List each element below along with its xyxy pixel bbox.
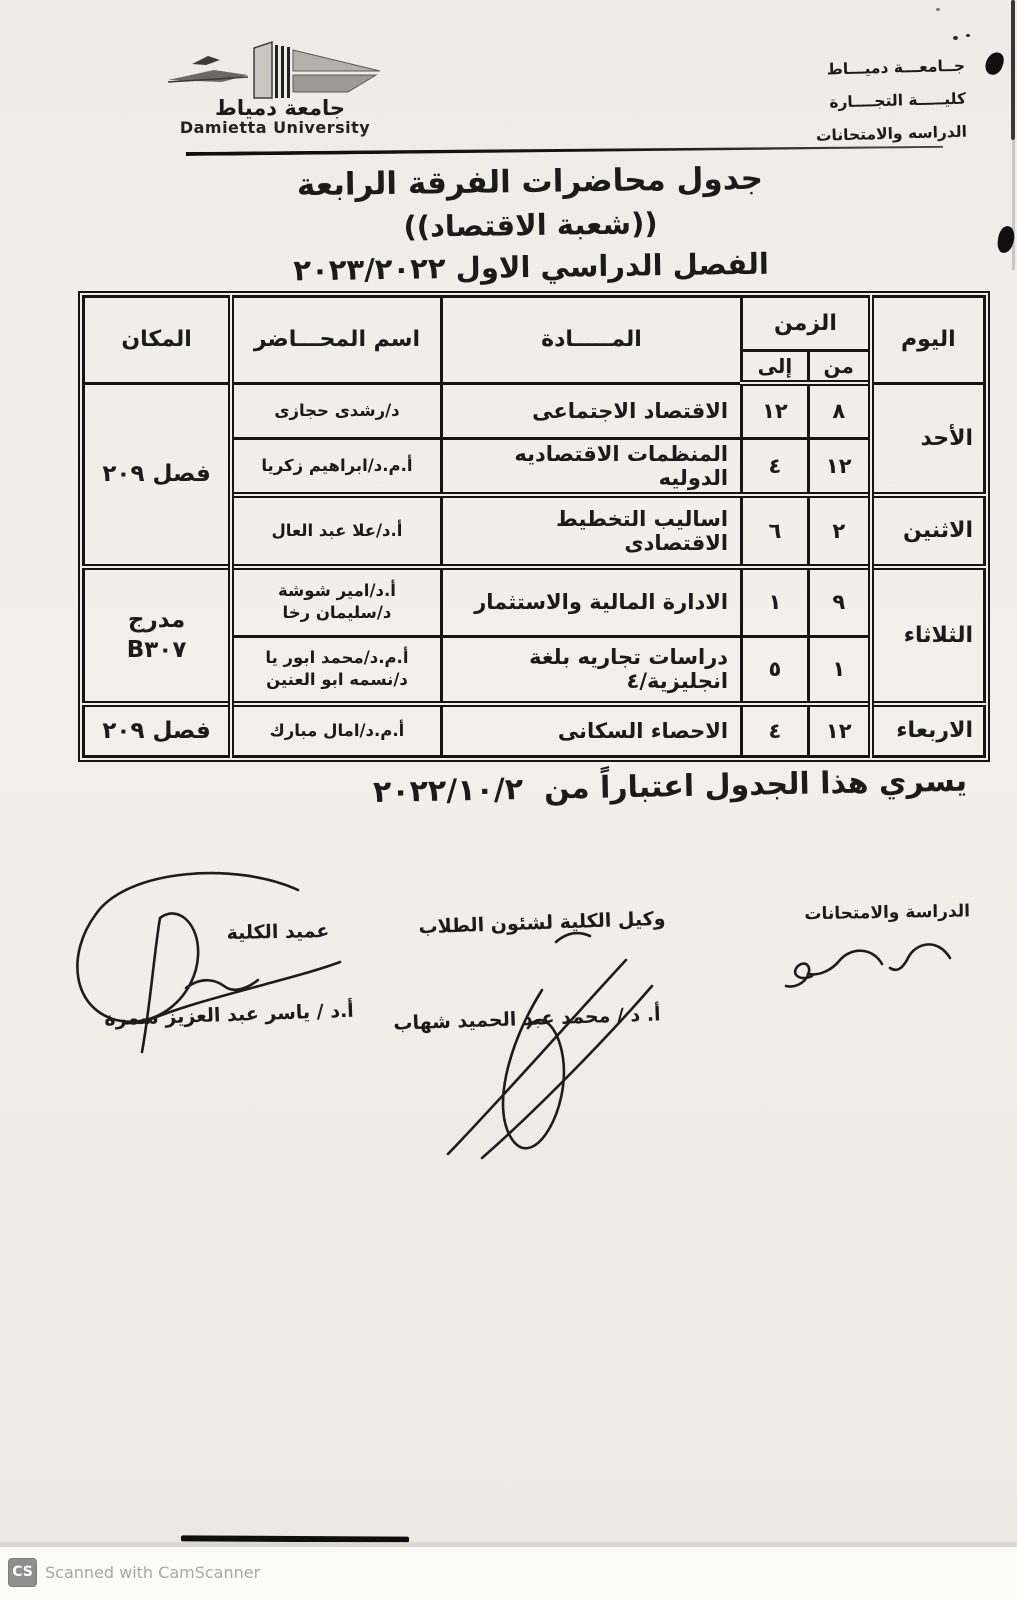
camscanner-text: Scanned with CamScanner [45,1563,261,1582]
effective-date-note: يسري هذا الجدول اعتباراً من ٢٠٢٢/١٠/٢ [372,763,968,810]
subject-cell: الاحصاء السكانى [441,704,741,757]
time-from-cell: ٩ [808,567,871,637]
time-to-cell: ١٢ [742,383,809,438]
camscanner-icon: CS [8,1558,37,1587]
time-from-cell: ١ [808,637,871,704]
lecturer-line: د/سليمان رخا [282,603,392,623]
scan-dot-artifact [936,8,940,11]
time-to-cell: ٦ [742,495,809,567]
scan-dot-artifact [953,36,958,40]
logo-arabic-name: جامعة دمياط [215,96,345,120]
vice-dean-title: وكيل الكلية لشئون الطلاب [418,907,666,939]
university-building-icon [162,40,398,100]
vice-dean-name: أ. د / محمد عبد الحميد شهاب [393,1003,661,1035]
subject-cell: دراسات تجاريه بلغة انجليزية/٤ [441,637,741,704]
vice-dean-signature [420,928,682,1160]
dean-title: عميد الكلية [226,919,330,945]
ink-blob-artifact [983,50,1005,76]
subject-cell: الادارة المالية والاستثمار [441,567,741,637]
subject-cell: اساليب التخطيط الاقتصادى [441,495,741,567]
time-to-cell: ٤ [742,704,809,757]
time-from-cell: ١٢ [808,704,871,757]
lecturer-cell: د/رشدى حجازى [231,383,441,438]
subject-cell: المنظمات الاقتصاديه الدوليه [441,438,741,495]
place-line: B٣٠٧ [126,637,187,663]
time-from-cell: ٨ [808,383,871,438]
time-from-cell: ٢ [808,495,871,567]
scan-edge-artifact [1011,0,1015,140]
header-time: الزمن [742,297,871,351]
lecturer-cell: أ.د/علا عبد العال [231,495,441,567]
letterhead [797,50,968,154]
document-title [277,156,784,291]
lecturer-line: أ.د/امير شوشة [278,581,396,601]
scan-dot-artifact [966,34,970,37]
header-time-from: من [808,351,871,384]
place-cell [84,567,232,704]
day-cell-monday: الاثنين [871,495,985,567]
place-cell: فصل ٢٠٩ [84,383,232,567]
letterhead-university: جــامعـــة دميـــاط [826,56,966,79]
lecturer-cell: أ.م.د/ابراهيم زكريا [231,438,441,495]
letterhead-faculty: كليـــــة التجــــارة [829,89,967,112]
scan-edge-artifact [1012,140,1015,270]
header-subject: المـــــادة [441,297,741,384]
day-cell-tuesday: الثلاثاء [871,567,985,704]
time-to-cell: ٥ [742,637,809,704]
header-time-to: إلى [742,351,809,384]
lecturer-line: د/نسمه ابو العنين [266,670,408,690]
lecturer-cell [231,637,441,704]
header-lecturer: اسم المحـــاضر [231,297,441,384]
exams-office-signature [778,930,968,1000]
lecturer-cell: أ.م.د/امال مبارك [231,704,441,757]
logo-english-name: Damietta University [179,118,371,137]
title-line1: جدول محاضرات الفرقة الرابعة [296,160,764,204]
lecturer-line: أ.م.د/محمد ابور يا [265,648,409,668]
letterhead-department: الدراسه والامتحانات [815,122,968,145]
title-line3: الفصل الدراسي الاول ٢٠٢٣/٢٠٢٢ [293,246,770,288]
time-to-cell: ١ [742,567,809,637]
header-day: اليوم [871,297,985,384]
place-cell: فصل ٢٠٩ [84,704,232,757]
subject-cell: الاقتصاد الاجتماعى [441,383,741,438]
lecturer-cell [231,567,441,637]
camscanner-bar [0,1547,1017,1600]
exams-office-title: الدراسة والامتحانات [804,901,971,925]
time-from-cell: ١٢ [808,438,871,495]
schedule-table [78,291,990,762]
dean-name: أ.د / ياسر عبد العزيز سمرة [103,999,355,1031]
day-cell-wednesday: الاربعاء [871,704,985,757]
title-line2: ((شعبة الاقتصاد)) [403,206,658,244]
time-to-cell: ٤ [742,438,809,495]
place-line: مدرج [127,607,186,633]
header-place: المكان [84,297,232,384]
day-cell-sunday: الأحد [871,383,985,495]
